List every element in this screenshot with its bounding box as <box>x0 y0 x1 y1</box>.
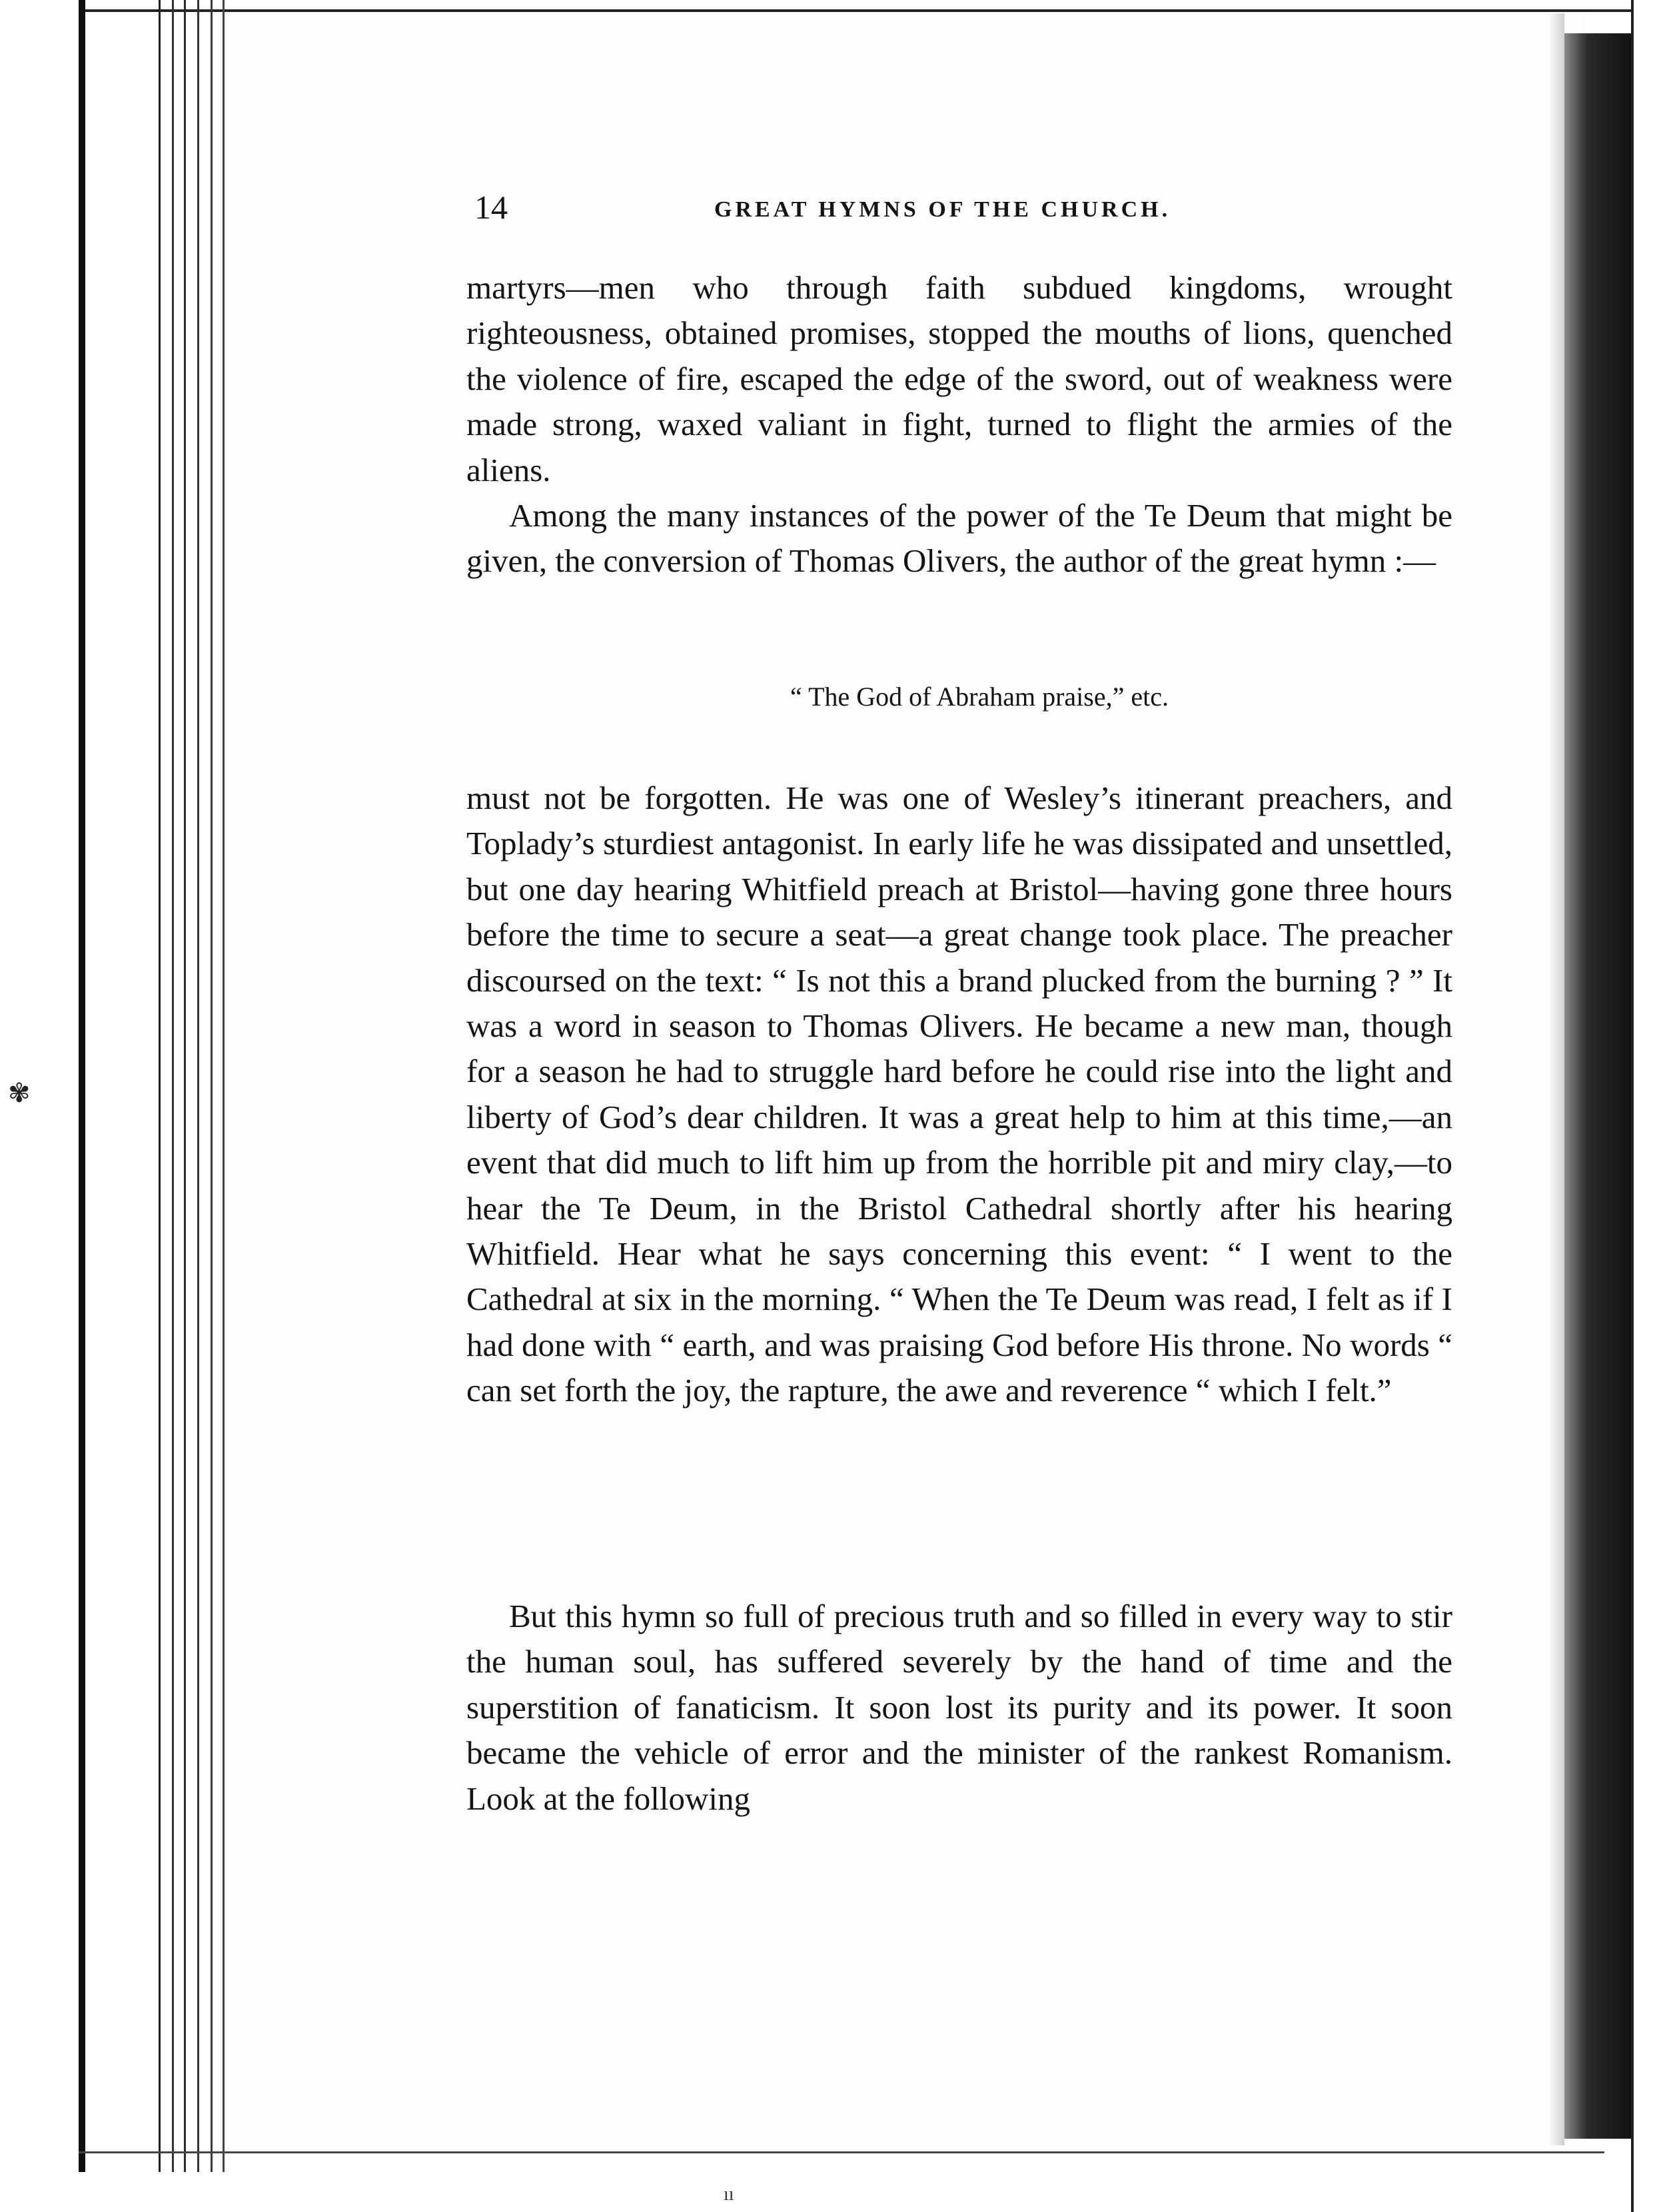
page-edge <box>223 0 225 2172</box>
book-shadow <box>1564 33 1631 2139</box>
page-header <box>466 188 1452 228</box>
running-head: GREAT HYMNS OF THE CHURCH. <box>714 197 1171 222</box>
page-edge <box>184 0 186 2172</box>
page-edge <box>172 0 174 2172</box>
paragraph: But this hymn so full of precious truth and so filled in every way to stir the human soul, has suffered severely by the hand of time and the superstition of fanaticism. It soon lost its purity and its power. It soon became the vehicle of error and the minister of the rankest Romanism. Look at the following <box>466 1598 1452 1817</box>
gutter-shade <box>1548 13 1564 2145</box>
paragraph: Among the many instances of the power of the Te Deum that might be given, the conversion of Thomas Olivers, the author of the great hymn :— <box>466 497 1452 580</box>
bottom-mark: ıı <box>724 2184 734 2205</box>
page-number: 14 <box>474 189 508 226</box>
paragraph: martyrs—men who through faith subdued kingdoms, wrought righteousness, obtained promises, stopped the mouths of lions, quenched the violence of fire, escaped the edge of the sword, out of weakness were made strong, waxed valiant in fight, turned to flight the armies of the aliens. <box>466 269 1452 488</box>
paragraph: must not be forgotten. He was one of Wesley’s itinerant preachers, and Toplady’s sturdiest antagonist. In early life he was dissipated and unsettled, but one day hearing Whitfield preach at Bristol—having gone three hours before the time to secure a seat—a great change took place. The preacher discoursed on the text: “ Is not this a brand plucked from the burning ? ” It was a word in season to Thomas Olivers. He became a new man, though for a season he had to struggle hard before he could rise into the light and liberty of God’s dear children. It was a great help to him at this time,—an event that did much to lift him up from the horrible pit and miry clay,—to hear the Te Deum, in the Bristol Cathedral shortly after his hearing Whitfield. Hear what he says concerning this event: “ I went to the Cathedral at six in the morning. “ When the Te Deum was read, I felt as if I had done with “ earth, and was praising God before His throne. No words “ can set forth the joy, the rapture, the awe and reverence “ which I felt.” <box>466 780 1452 1409</box>
hymn-quote: “ The God of Abraham praise,” etc. <box>790 682 1169 712</box>
margin-ornament-icon: ✾ <box>8 1078 31 1109</box>
bottom-border <box>79 2151 1604 2153</box>
page-edge <box>159 0 161 2172</box>
page-edge <box>79 0 85 2172</box>
right-border <box>1631 0 1634 2212</box>
page-edge <box>197 0 199 2172</box>
page-edge <box>211 0 213 2172</box>
